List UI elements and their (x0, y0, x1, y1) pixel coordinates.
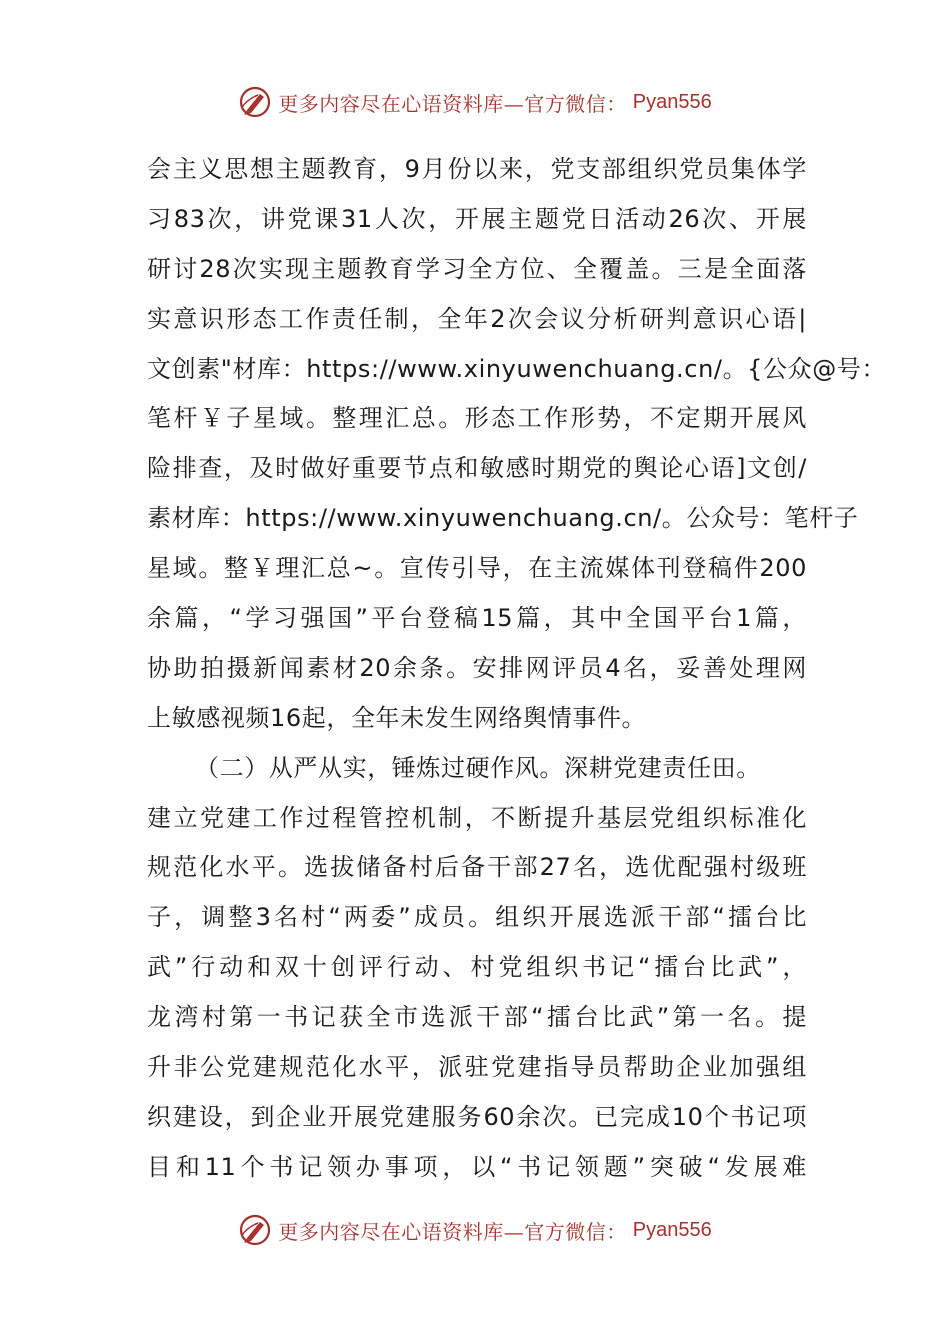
text-line: 目和11个书记领办事项，以“书记领题”突破“发展难 (147, 1152, 807, 1181)
text-line: 织建设，到企业开展党建服务60余次。已完成10个书记项 (147, 1102, 807, 1131)
text-line: 升非公党建规范化水平，派驻党建指导员帮助企业加强组 (147, 1053, 807, 1082)
text-line: 余篇，“学习强国”平台登稿15篇，其中全国平台1篇， (147, 604, 807, 633)
text-line: 武”行动和双十创评行动、村党组织书记“擂台比武”， (147, 953, 807, 982)
text-line: 习83次，讲党课31人次，开展主题党日活动26次、开展 (147, 204, 807, 233)
document-body (147, 145, 887, 1193)
text-line: 素材库：https://www.xinyuwenchuang.cn/。公众号：笔杆子 (147, 504, 859, 533)
text-line: 险排查，及时做好重要节点和敏感时期党的舆论心语]文创/ (147, 454, 807, 483)
text-line: 协助拍摄新闻素材20余条。安排网评员4名，妥善处理网 (147, 653, 807, 682)
watermark-footer (0, 1210, 950, 1250)
text-line: 星域。整￥理汇总~。宣传引导，在主流媒体刊登稿件200 (147, 554, 807, 583)
watermark-header (0, 82, 950, 122)
text-line: 会主义思想主题教育，9月份以来，党支部组织党员集体学 (147, 155, 807, 183)
section-heading-line: （二）从严从实，锤炼过硬作风。深耕党建责任田。 (195, 753, 761, 782)
text-line: 规范化水平。选拔储备村后备干部27名，选优配强村级班 (147, 853, 807, 882)
text-line: 实意识形态工作责任制，全年2次会议分析研判意识心语| (147, 304, 807, 333)
watermark-text: 更多内容尽在心语资料库—官方微信： (278, 91, 627, 116)
text-line: 龙湾村第一书记获全市选派干部“擂台比武”第一名。提 (147, 1003, 807, 1032)
text-line: 建立党建工作过程管控机制，不断提升基层党组织标准化 (147, 803, 807, 832)
text-line: 上敏感视频16起，全年未发生网络舆情事件。 (147, 703, 647, 732)
watermark-handle: Pyan556 (632, 90, 712, 113)
text-line: 文创素"材库：https://www.xinyuwenchuang.cn/。{公众@号： (147, 354, 887, 383)
pen-logo-icon (238, 85, 272, 119)
watermark-text: 更多内容尽在心语资料库—官方微信： (278, 1219, 627, 1244)
watermark-handle: Pyan556 (632, 1218, 712, 1241)
text-line: 笔杆￥子星域。整理汇总。形态工作形势，不定期开展风 (147, 404, 807, 433)
pen-logo-icon (238, 1213, 272, 1247)
text-line: 子，调整3名村“两委”成员。组织开展选派干部“擂台比 (147, 903, 807, 932)
text-line: 研讨28次实现主题教育学习全方位、全覆盖。三是全面落 (147, 254, 807, 283)
